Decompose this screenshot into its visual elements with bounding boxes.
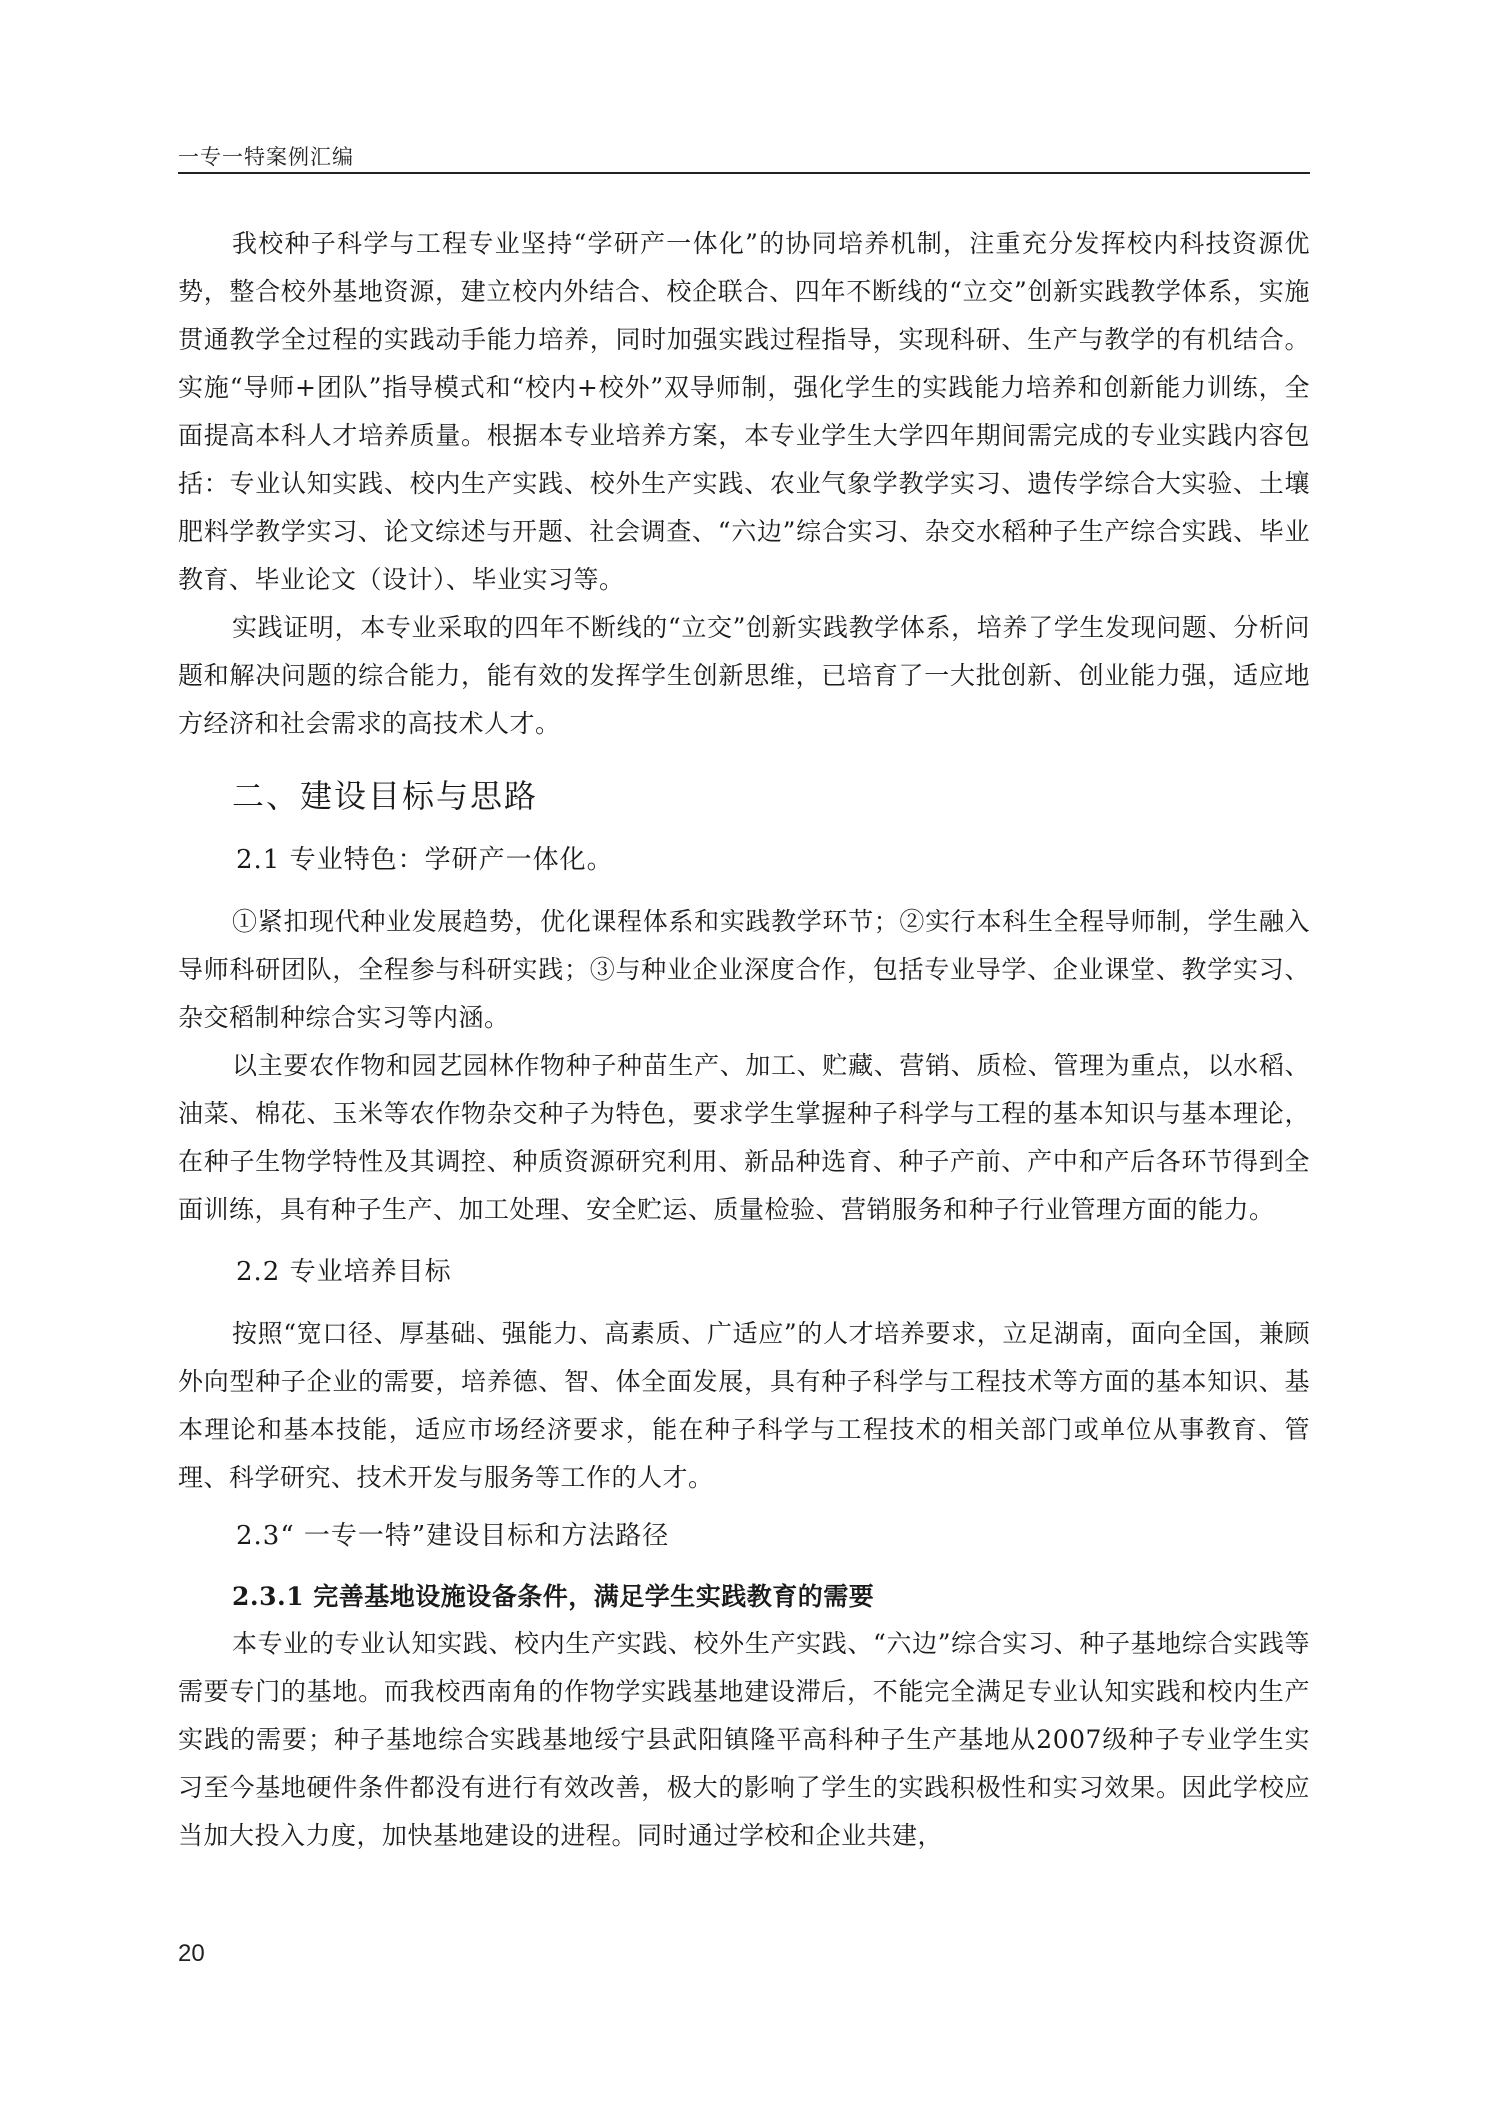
subsection-2-3-title: 2.3“ 一专一特”建设目标和方法路径	[236, 1521, 670, 1551]
subsection-2-3-1-title: 2.3.1 完善基地设施设备条件，满足学生实践教育的需要	[232, 1582, 875, 1611]
intro-paragraph-2: 实践证明，本专业采取的四年不断线的“立交”创新实践教学体系，培养了学生发现问题、分析问题和解决问题的综合能力，能有效的发挥学生创新思维，已培育了一大批创新、创业能力强，适应地方经济和社会需求的高技术人才。	[178, 613, 1310, 738]
subsection-2-2-paragraph-1: 按照“宽口径、厚基础、强能力、高素质、广适应”的人才培养要求，立足湖南，面向全国，兼顾外向型种子企业的需要，培养德、智、体全面发展，具有种子科学与工程技术等方面的基本知识、基本理论和基本技能，适应市场经济要求，能在种子科学与工程技术的相关部门或单位从事教育、管理、科学研究、技术开发与服务等工作的人才。	[178, 1319, 1310, 1492]
running-header: 一专一特案例汇编	[178, 145, 354, 169]
subsection-2-1-title: 2.1 专业特色：学研产一体化。	[236, 845, 614, 875]
header-rule	[178, 172, 1310, 174]
section-title: 二、建设目标与思路	[232, 777, 539, 815]
subsection-2-3-1-paragraph-1: 本专业的专业认知实践、校内生产实践、校外生产实践、“六边”综合实习、种子基地综合实践等需要专门的基地。而我校西南角的作物学实践基地建设滞后，不能完全满足专业认知实践和校内生产实践的需要；种子基地综合实践基地绥宁县武阳镇隆平高科种子生产基地从2007级种子专业学生实习至今基地硬件条件都没有进行有效改善，极大的影响了学生的实践积极性和实习效果。因此学校应当加大投入力度，加快基地建设的进程。同时通过学校和企业共建，	[178, 1629, 1310, 1850]
page-content	[178, 220, 1310, 1860]
subsection-2-1-paragraph-1: ①紧扣现代种业发展趋势，优化课程体系和实践教学环节；②实行本科生全程导师制，学生融入导师科研团队，全程参与科研实践；③与种业企业深度合作，包括专业导学、企业课堂、教学实习、杂交稻制种综合实习等内涵。	[178, 907, 1310, 1032]
subsection-2-2-title: 2.2 专业培养目标	[236, 1257, 452, 1287]
intro-paragraph-1: 我校种子科学与工程专业坚持“学研产一体化”的协同培养机制，注重充分发挥校内科技资源优势，整合校外基地资源，建立校内外结合、校企联合、四年不断线的“立交”创新实践教学体系，实施贯通教学全过程的实践动手能力培养，同时加强实践过程指导，实现科研、生产与教学的有机结合。实施“导师+团队”指导模式和“校内+校外”双导师制，强化学生的实践能力培养和创新能力训练，全面提高本科人才培养质量。根据本专业培养方案，本专业学生大学四年期间需完成的专业实践内容包括：专业认知实践、校内生产实践、校外生产实践、农业气象学教学实习、遗传学综合大实验、土壤肥料学教学实习、论文综述与开题、社会调查、“六边”综合实习、杂交水稻种子生产综合实践、毕业教育、毕业论文（设计）、毕业实习等。	[178, 229, 1310, 594]
page-number: 20	[178, 1940, 205, 1967]
subsection-2-1-paragraph-2: 以主要农作物和园艺园林作物种子种苗生产、加工、贮藏、营销、质检、管理为重点，以水稻、油菜、棉花、玉米等农作物杂交种子为特色，要求学生掌握种子科学与工程的基本知识与基本理论，在种子生物学特性及其调控、种质资源研究利用、新品种选育、种子产前、产中和产后各环节得到全面训练，具有种子生产、加工处理、安全贮运、质量检验、营销服务和种子行业管理方面的能力。	[178, 1051, 1310, 1224]
